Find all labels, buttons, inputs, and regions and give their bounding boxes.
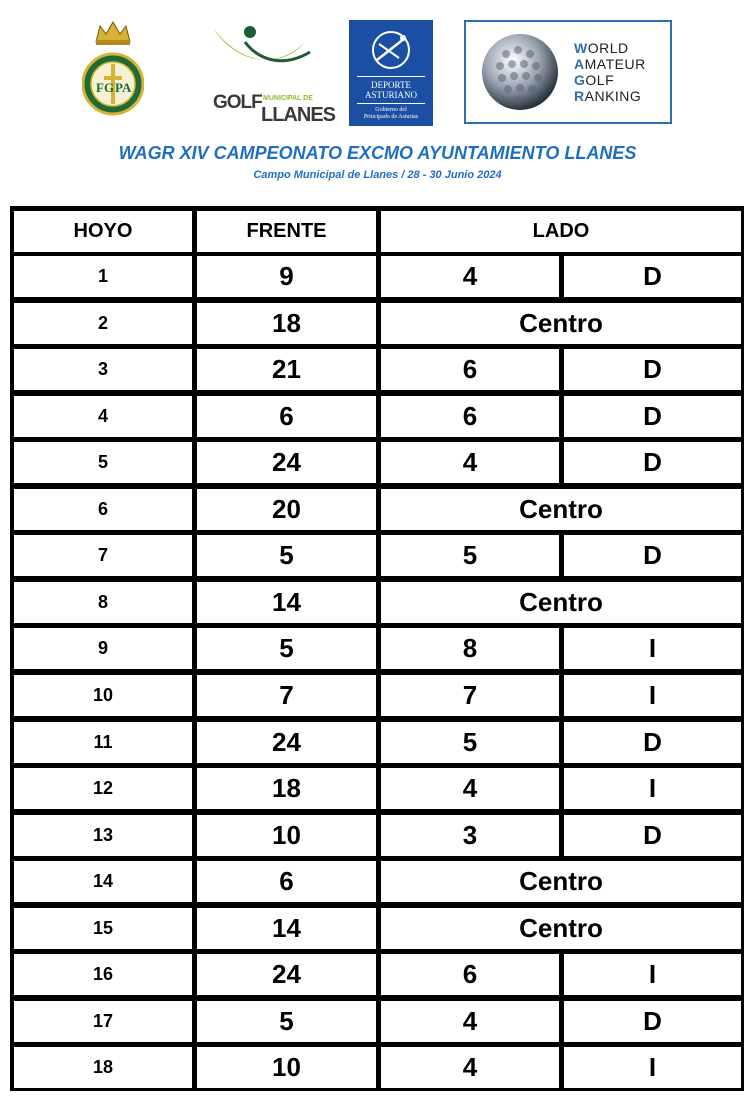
hoyo-cell: 3	[14, 349, 192, 390]
direction-cell: I	[564, 1047, 741, 1088]
wagr-word-4-cap: R	[574, 88, 585, 104]
hoyo-cell: 7	[14, 535, 192, 576]
wagr-word-1-cap: W	[574, 40, 588, 56]
pin-positions-table	[10, 206, 744, 1091]
deporte-line2: ASTURIANO	[364, 90, 417, 100]
table-row	[14, 908, 741, 949]
deporte-line4: Principado de Asturias	[363, 114, 419, 120]
rfgpa-letters-left: FG	[96, 80, 115, 95]
deporte-line3: Gobierno del	[375, 107, 407, 113]
table-header-row	[14, 211, 741, 252]
lado-centro-cell: Centro	[381, 908, 741, 949]
llanes-name-word: LLANES	[261, 104, 335, 126]
hoyo-cell: 6	[14, 489, 192, 530]
table-row	[14, 768, 741, 809]
frente-cell: 6	[197, 861, 376, 902]
wagr-word-3-rest: OLF	[585, 72, 615, 88]
lado-cell: 4	[381, 768, 559, 809]
lado-centro-cell: Centro	[381, 861, 741, 902]
table-row	[14, 396, 741, 437]
hoyo-cell: 14	[14, 861, 192, 902]
header-lado: LADO	[381, 211, 741, 252]
direction-cell: D	[564, 535, 741, 576]
frente-cell: 10	[197, 1047, 376, 1088]
lado-centro-cell: Centro	[381, 489, 741, 530]
wagr-logo	[464, 20, 672, 124]
lado-cell: 3	[381, 815, 559, 856]
frente-cell: 18	[197, 768, 376, 809]
direction-cell: I	[564, 954, 741, 995]
document-subtitle: Campo Municipal de Llanes / 28 - 30 Junio 2024	[253, 169, 502, 181]
direction-cell: I	[564, 675, 741, 716]
frente-cell: 5	[197, 535, 376, 576]
lado-cell: 8	[381, 628, 559, 669]
table-row	[14, 442, 741, 483]
table-row	[14, 861, 741, 902]
lado-cell: 5	[381, 535, 559, 576]
direction-cell: I	[564, 628, 741, 669]
table-row	[14, 349, 741, 390]
hoyo-cell: 18	[14, 1047, 192, 1088]
deporte-line1: DEPORTE	[371, 80, 411, 90]
wagr-word-4-rest: ANKING	[584, 88, 642, 104]
table-row	[14, 1001, 741, 1042]
table-row	[14, 954, 741, 995]
frente-cell: 18	[197, 303, 376, 344]
lado-cell: 4	[381, 1001, 559, 1042]
hoyo-cell: 5	[14, 442, 192, 483]
direction-cell: D	[564, 349, 741, 390]
table-row	[14, 722, 741, 763]
direction-cell: D	[564, 442, 741, 483]
lado-cell: 4	[381, 442, 559, 483]
hoyo-cell: 16	[14, 954, 192, 995]
hoyo-cell: 11	[14, 722, 192, 763]
hoyo-cell: 4	[14, 396, 192, 437]
table-row	[14, 256, 741, 297]
lado-cell: 6	[381, 954, 559, 995]
table-row	[14, 535, 741, 576]
deporte-asturiano-logo	[349, 20, 433, 126]
frente-cell: 24	[197, 722, 376, 763]
header-frente: FRENTE	[197, 211, 376, 252]
lado-centro-cell: Centro	[381, 582, 741, 623]
wagr-word-3-cap: G	[574, 72, 586, 88]
table-row	[14, 628, 741, 669]
rfgpa-letters-right: PA	[115, 80, 132, 95]
hoyo-cell: 2	[14, 303, 192, 344]
hoyo-cell: 1	[14, 256, 192, 297]
rfgpa-crest-logo	[82, 18, 144, 126]
frente-cell: 20	[197, 489, 376, 530]
direction-cell: D	[564, 256, 741, 297]
header-hoyo: HOYO	[14, 211, 192, 252]
wagr-word-2-rest: MATEUR	[584, 56, 646, 72]
lado-centro-cell: Centro	[381, 303, 741, 344]
lado-cell: 7	[381, 675, 559, 716]
wagr-word-1-rest: ORLD	[587, 40, 629, 56]
lado-cell: 6	[381, 396, 559, 437]
frente-cell: 10	[197, 815, 376, 856]
frente-cell: 9	[197, 256, 376, 297]
direction-cell: D	[564, 815, 741, 856]
table-row	[14, 489, 741, 530]
hoyo-cell: 15	[14, 908, 192, 949]
hoyo-cell: 13	[14, 815, 192, 856]
logo-bar	[0, 0, 755, 135]
frente-cell: 6	[197, 396, 376, 437]
lado-cell: 5	[381, 722, 559, 763]
frente-cell: 21	[197, 349, 376, 390]
frente-cell: 5	[197, 628, 376, 669]
wagr-wordmark	[574, 40, 646, 104]
table-row	[14, 1047, 741, 1088]
golf-ball-icon	[472, 24, 572, 124]
frente-cell: 24	[197, 442, 376, 483]
lado-cell: 4	[381, 1047, 559, 1088]
table-row	[14, 815, 741, 856]
llanes-municipal-word: MUNICIPAL DE	[263, 95, 313, 102]
direction-cell: I	[564, 768, 741, 809]
frente-cell: 14	[197, 582, 376, 623]
hoyo-cell: 9	[14, 628, 192, 669]
frente-cell: 14	[197, 908, 376, 949]
table-row	[14, 675, 741, 716]
hoyo-cell: 10	[14, 675, 192, 716]
llanes-golf-word: GOLF	[213, 92, 262, 113]
frente-cell: 24	[197, 954, 376, 995]
hoyo-cell: 8	[14, 582, 192, 623]
direction-cell: D	[564, 396, 741, 437]
document-title: WAGR XIV CAMPEONATO EXCMO AYUNTAMIENTO LLANES	[118, 143, 637, 163]
table-row	[14, 582, 741, 623]
direction-cell: D	[564, 722, 741, 763]
hoyo-cell: 12	[14, 768, 192, 809]
frente-cell: 5	[197, 1001, 376, 1042]
lado-cell: 6	[381, 349, 559, 390]
table-row	[14, 303, 741, 344]
golf-llanes-logo	[205, 22, 335, 128]
lado-cell: 4	[381, 256, 559, 297]
frente-cell: 7	[197, 675, 376, 716]
direction-cell: D	[564, 1001, 741, 1042]
hoyo-cell: 17	[14, 1001, 192, 1042]
wagr-word-2-cap: A	[574, 56, 585, 72]
